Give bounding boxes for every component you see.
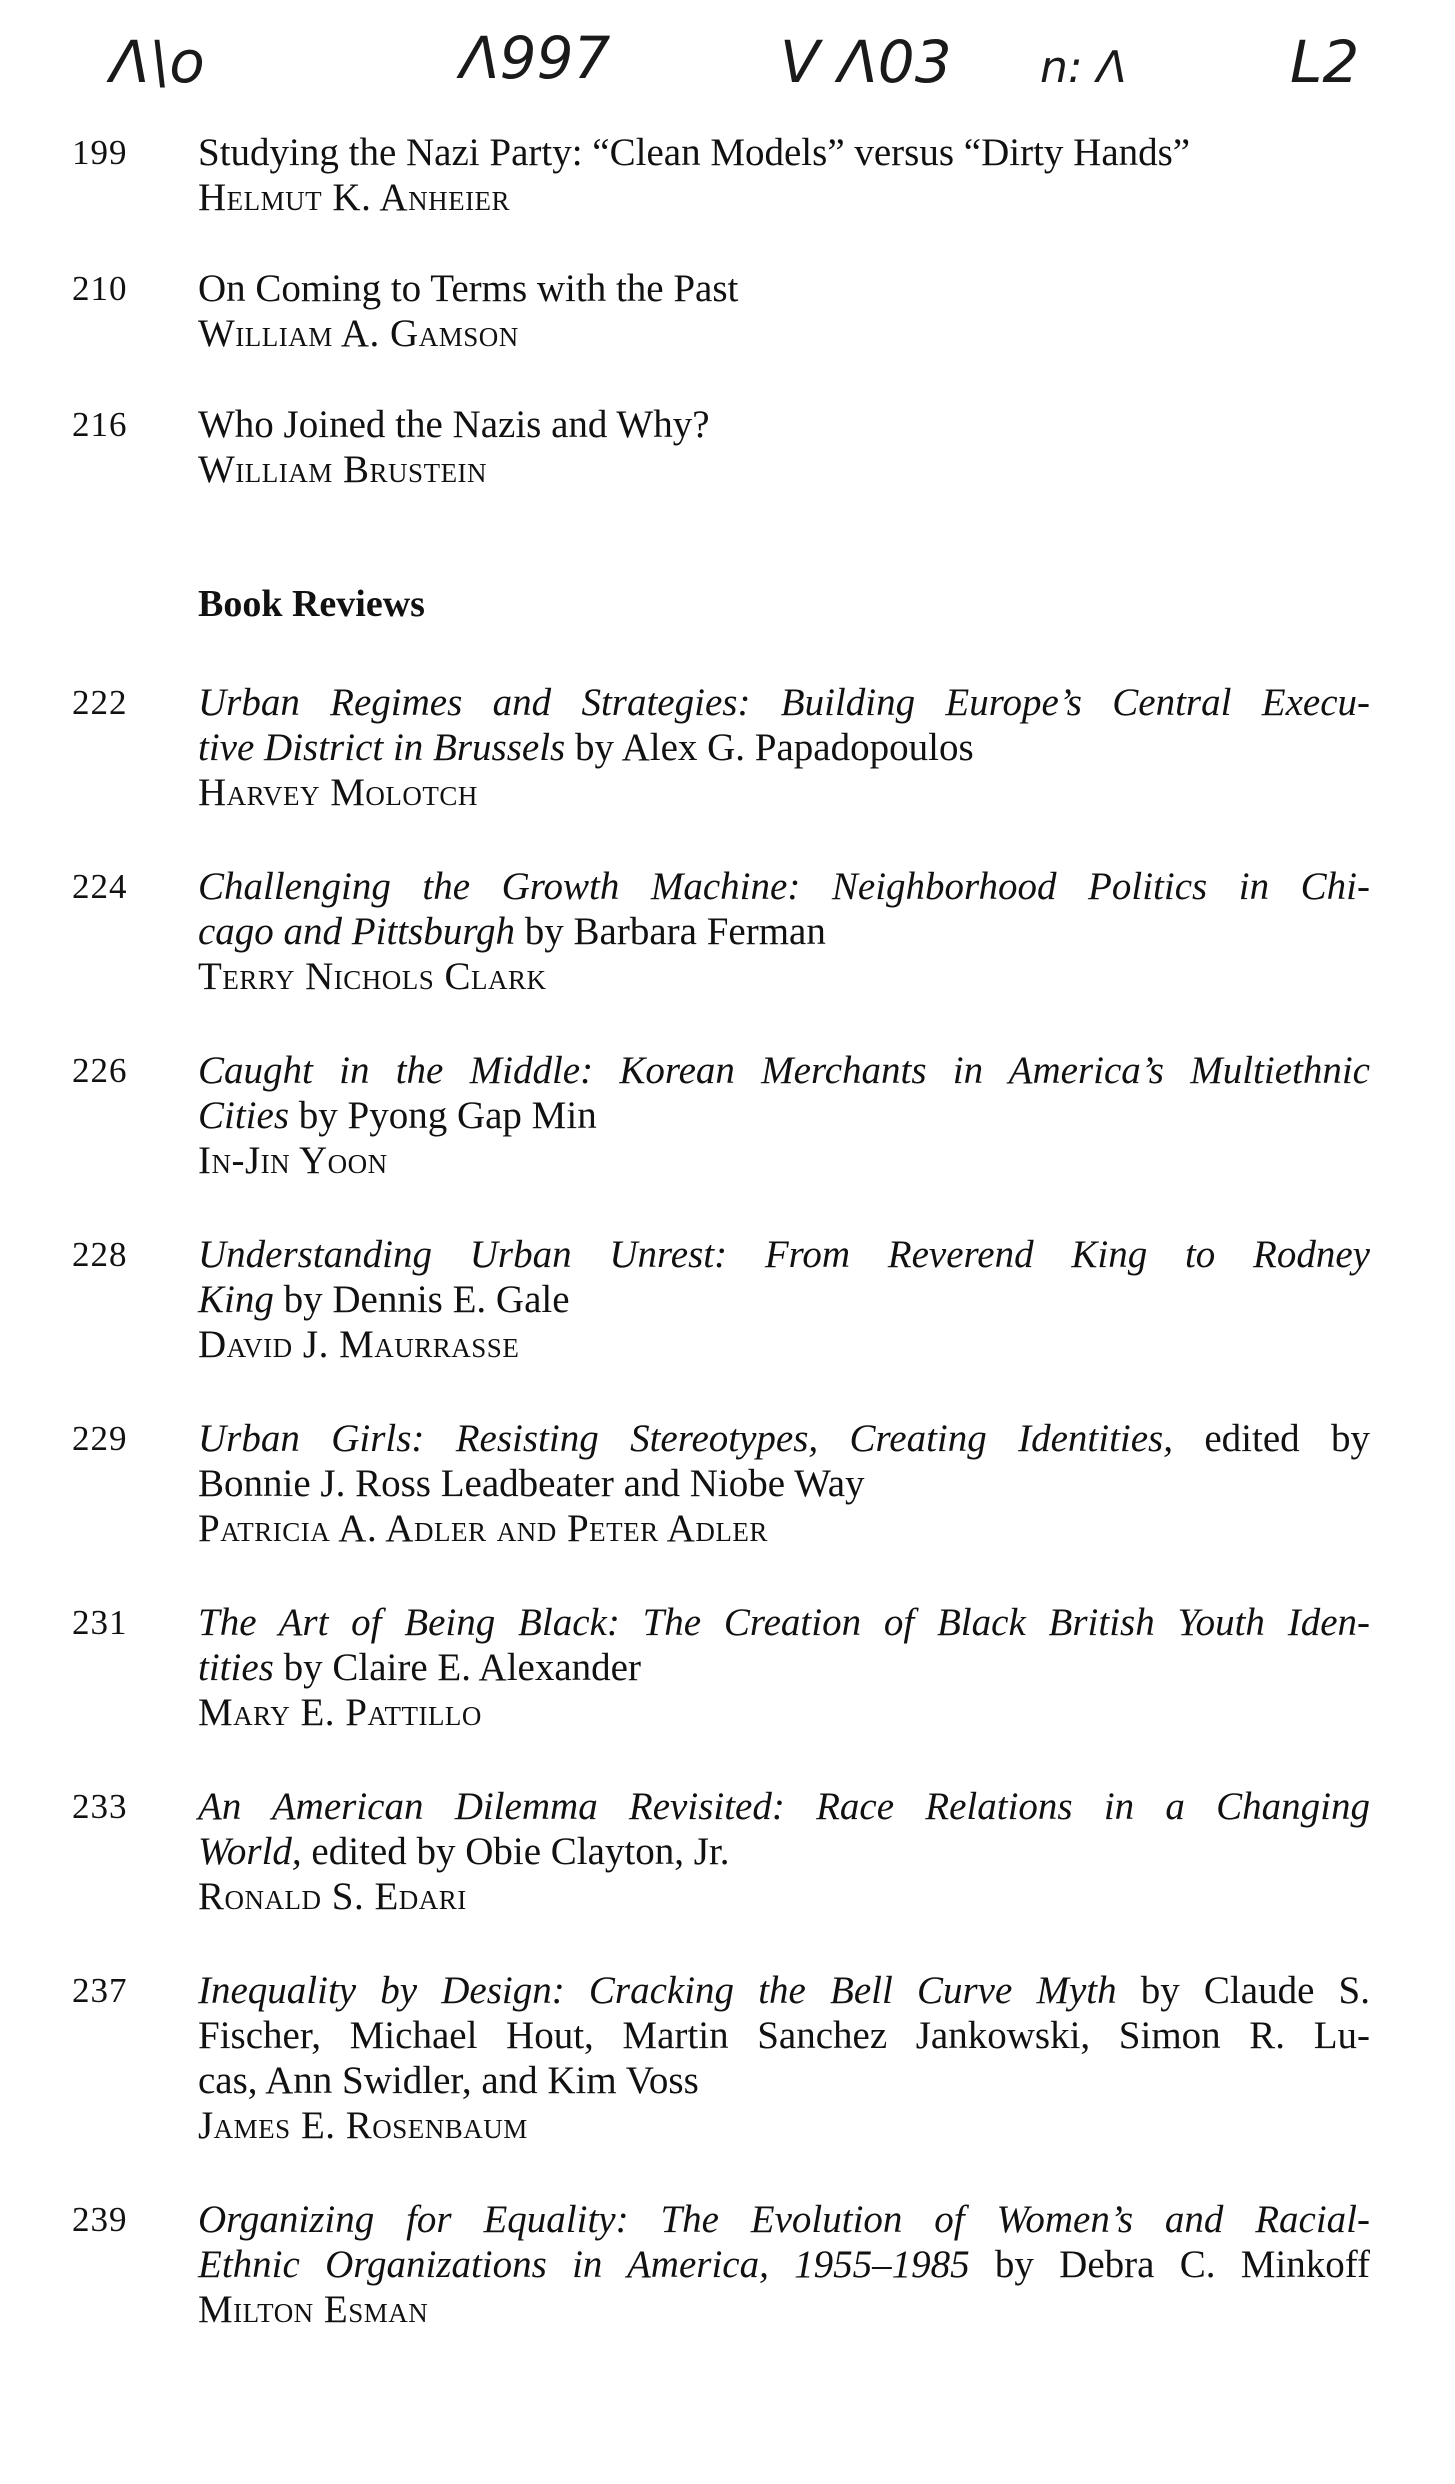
reviewer-name: David J. Maurrasse <box>198 1323 520 1366</box>
review-book-author: by Claude S. <box>1116 1969 1370 2012</box>
review-book-author: cas, Ann Swidler, and Kim Voss <box>198 2059 699 2102</box>
review-title-italic: Inequality by Design: Cracking the Bell Curve Myth <box>198 1969 1117 2012</box>
handwritten-note-4: n: Λ <box>1040 42 1127 93</box>
review-content <box>198 680 1370 815</box>
page-number: 229 <box>72 1419 128 1458</box>
reviewer-name: James E. Rosenbaum <box>198 2104 528 2147</box>
article-content <box>198 130 1370 220</box>
review-title-line <box>198 909 1370 954</box>
review-content <box>198 2197 1370 2332</box>
reviewer-name: In-Jin Yoon <box>198 1139 388 1182</box>
review-title-italic: cago and Pittsburgh <box>198 910 516 953</box>
page-number: 239 <box>72 2200 128 2239</box>
page-number: 210 <box>72 269 128 308</box>
review-title-line <box>198 1277 1370 1322</box>
article-author: William Brustein <box>198 448 488 491</box>
page-number: 237 <box>72 1971 128 2010</box>
review-title-line: The Art of Being Black: The Creation of Black British Youth Iden- <box>198 1601 1370 1644</box>
page-number: 231 <box>72 1603 128 1642</box>
review-content <box>198 1600 1370 1735</box>
review-title-italic: World, <box>198 1830 302 1873</box>
review-book-author: by Claire E. Alexander <box>273 1646 641 1689</box>
review-title-italic: tities <box>198 1646 274 1689</box>
review-title-line <box>198 2242 1370 2287</box>
book-reviews-heading: Book Reviews <box>198 583 425 625</box>
reviewer-name: Patricia A. Adler and Peter Adler <box>198 1507 768 1550</box>
review-content <box>198 864 1370 999</box>
review-title-line: Urban Regimes and Strategies: Building Europe’s Central Execu- <box>198 681 1370 724</box>
review-title-italic: Urban Girls: Resisting Stereotypes, Creating Identities, <box>198 1417 1173 1460</box>
page-number: 199 <box>72 133 128 172</box>
handwritten-note-3: V Λ03 <box>780 28 952 96</box>
article-content <box>198 402 1370 492</box>
page-number: 222 <box>72 683 128 722</box>
handwritten-note-5: L2 <box>1290 28 1360 96</box>
article-content <box>198 266 1370 356</box>
review-content <box>198 1784 1370 1919</box>
reviewer-name: Milton Esman <box>198 2288 429 2331</box>
review-title-line: An American Dilemma Revisited: Race Relations in a Changing <box>198 1785 1370 1828</box>
review-title-italic: Ethnic Organizations in America, 1955–1985 <box>198 2243 970 2286</box>
review-title-italic: King <box>198 1278 274 1321</box>
page-number: 216 <box>72 405 128 444</box>
handwritten-annotation <box>0 20 1455 110</box>
review-title-line: Understanding Urban Unrest: From Reverend King to Rodney <box>198 1233 1370 1276</box>
reviewer-name: Harvey Molotch <box>198 771 478 814</box>
review-book-author: by Debra C. Minkoff <box>969 2243 1370 2286</box>
review-title-line <box>198 1093 1370 1138</box>
article-title: Studying the Nazi Party: “Clean Models” versus “Dirty Hands” <box>198 131 1191 174</box>
review-book-author: by Pyong Gap Min <box>289 1094 597 1137</box>
review-title-line: Challenging the Growth Machine: Neighborhood Politics in Chi- <box>198 865 1370 908</box>
review-content <box>198 1048 1370 1183</box>
review-book-author: by Alex G. Papadopoulos <box>565 726 974 769</box>
review-title-italic: tive District in Brussels <box>198 726 566 769</box>
review-content <box>198 1416 1370 1551</box>
review-content <box>198 1232 1370 1367</box>
review-title-line: Organizing for Equality: The Evolution of Women’s and Racial- <box>198 2198 1370 2241</box>
handwritten-note-1: Λ\o <box>110 28 205 96</box>
review-title-line <box>198 725 1370 770</box>
review-book-author: by Dennis E. Gale <box>273 1278 570 1321</box>
review-title-line: Caught in the Middle: Korean Merchants in America’s Multiethnic <box>198 1049 1370 1092</box>
review-title-italic: Cities <box>198 1094 290 1137</box>
reviewer-name: Terry Nichols Clark <box>198 955 547 998</box>
handwriting-svg <box>0 20 1455 110</box>
review-title-line <box>198 1416 1370 1461</box>
review-book-author: Fischer, Michael Hout, Martin Sanchez Jankowski, Simon R. Lu- <box>198 2014 1370 2057</box>
reviewer-name: Mary E. Pattillo <box>198 1691 482 1734</box>
article-title: Who Joined the Nazis and Why? <box>198 403 710 446</box>
page-number: 228 <box>72 1235 128 1274</box>
page-number: 226 <box>72 1051 128 1090</box>
review-title-line <box>198 1968 1370 2013</box>
page-number: 233 <box>72 1787 128 1826</box>
review-title-line <box>198 1645 1370 1690</box>
review-edited-by: edited by <box>1172 1417 1370 1460</box>
review-book-author: Bonnie J. Ross Leadbeater and Niobe Way <box>198 1462 865 1505</box>
page-number: 224 <box>72 867 128 906</box>
review-title-line <box>198 1829 1370 1874</box>
review-content <box>198 1968 1370 2148</box>
article-author: William A. Gamson <box>198 312 519 355</box>
review-book-author: edited by Obie Clayton, Jr. <box>301 1830 730 1873</box>
article-title: On Coming to Terms with the Past <box>198 267 739 310</box>
reviewer-name: Ronald S. Edari <box>198 1875 467 1918</box>
review-book-author: by Barbara Ferman <box>515 910 826 953</box>
article-author: Helmut K. Anheier <box>198 176 511 219</box>
handwritten-note-2: Λ997 <box>460 24 611 92</box>
